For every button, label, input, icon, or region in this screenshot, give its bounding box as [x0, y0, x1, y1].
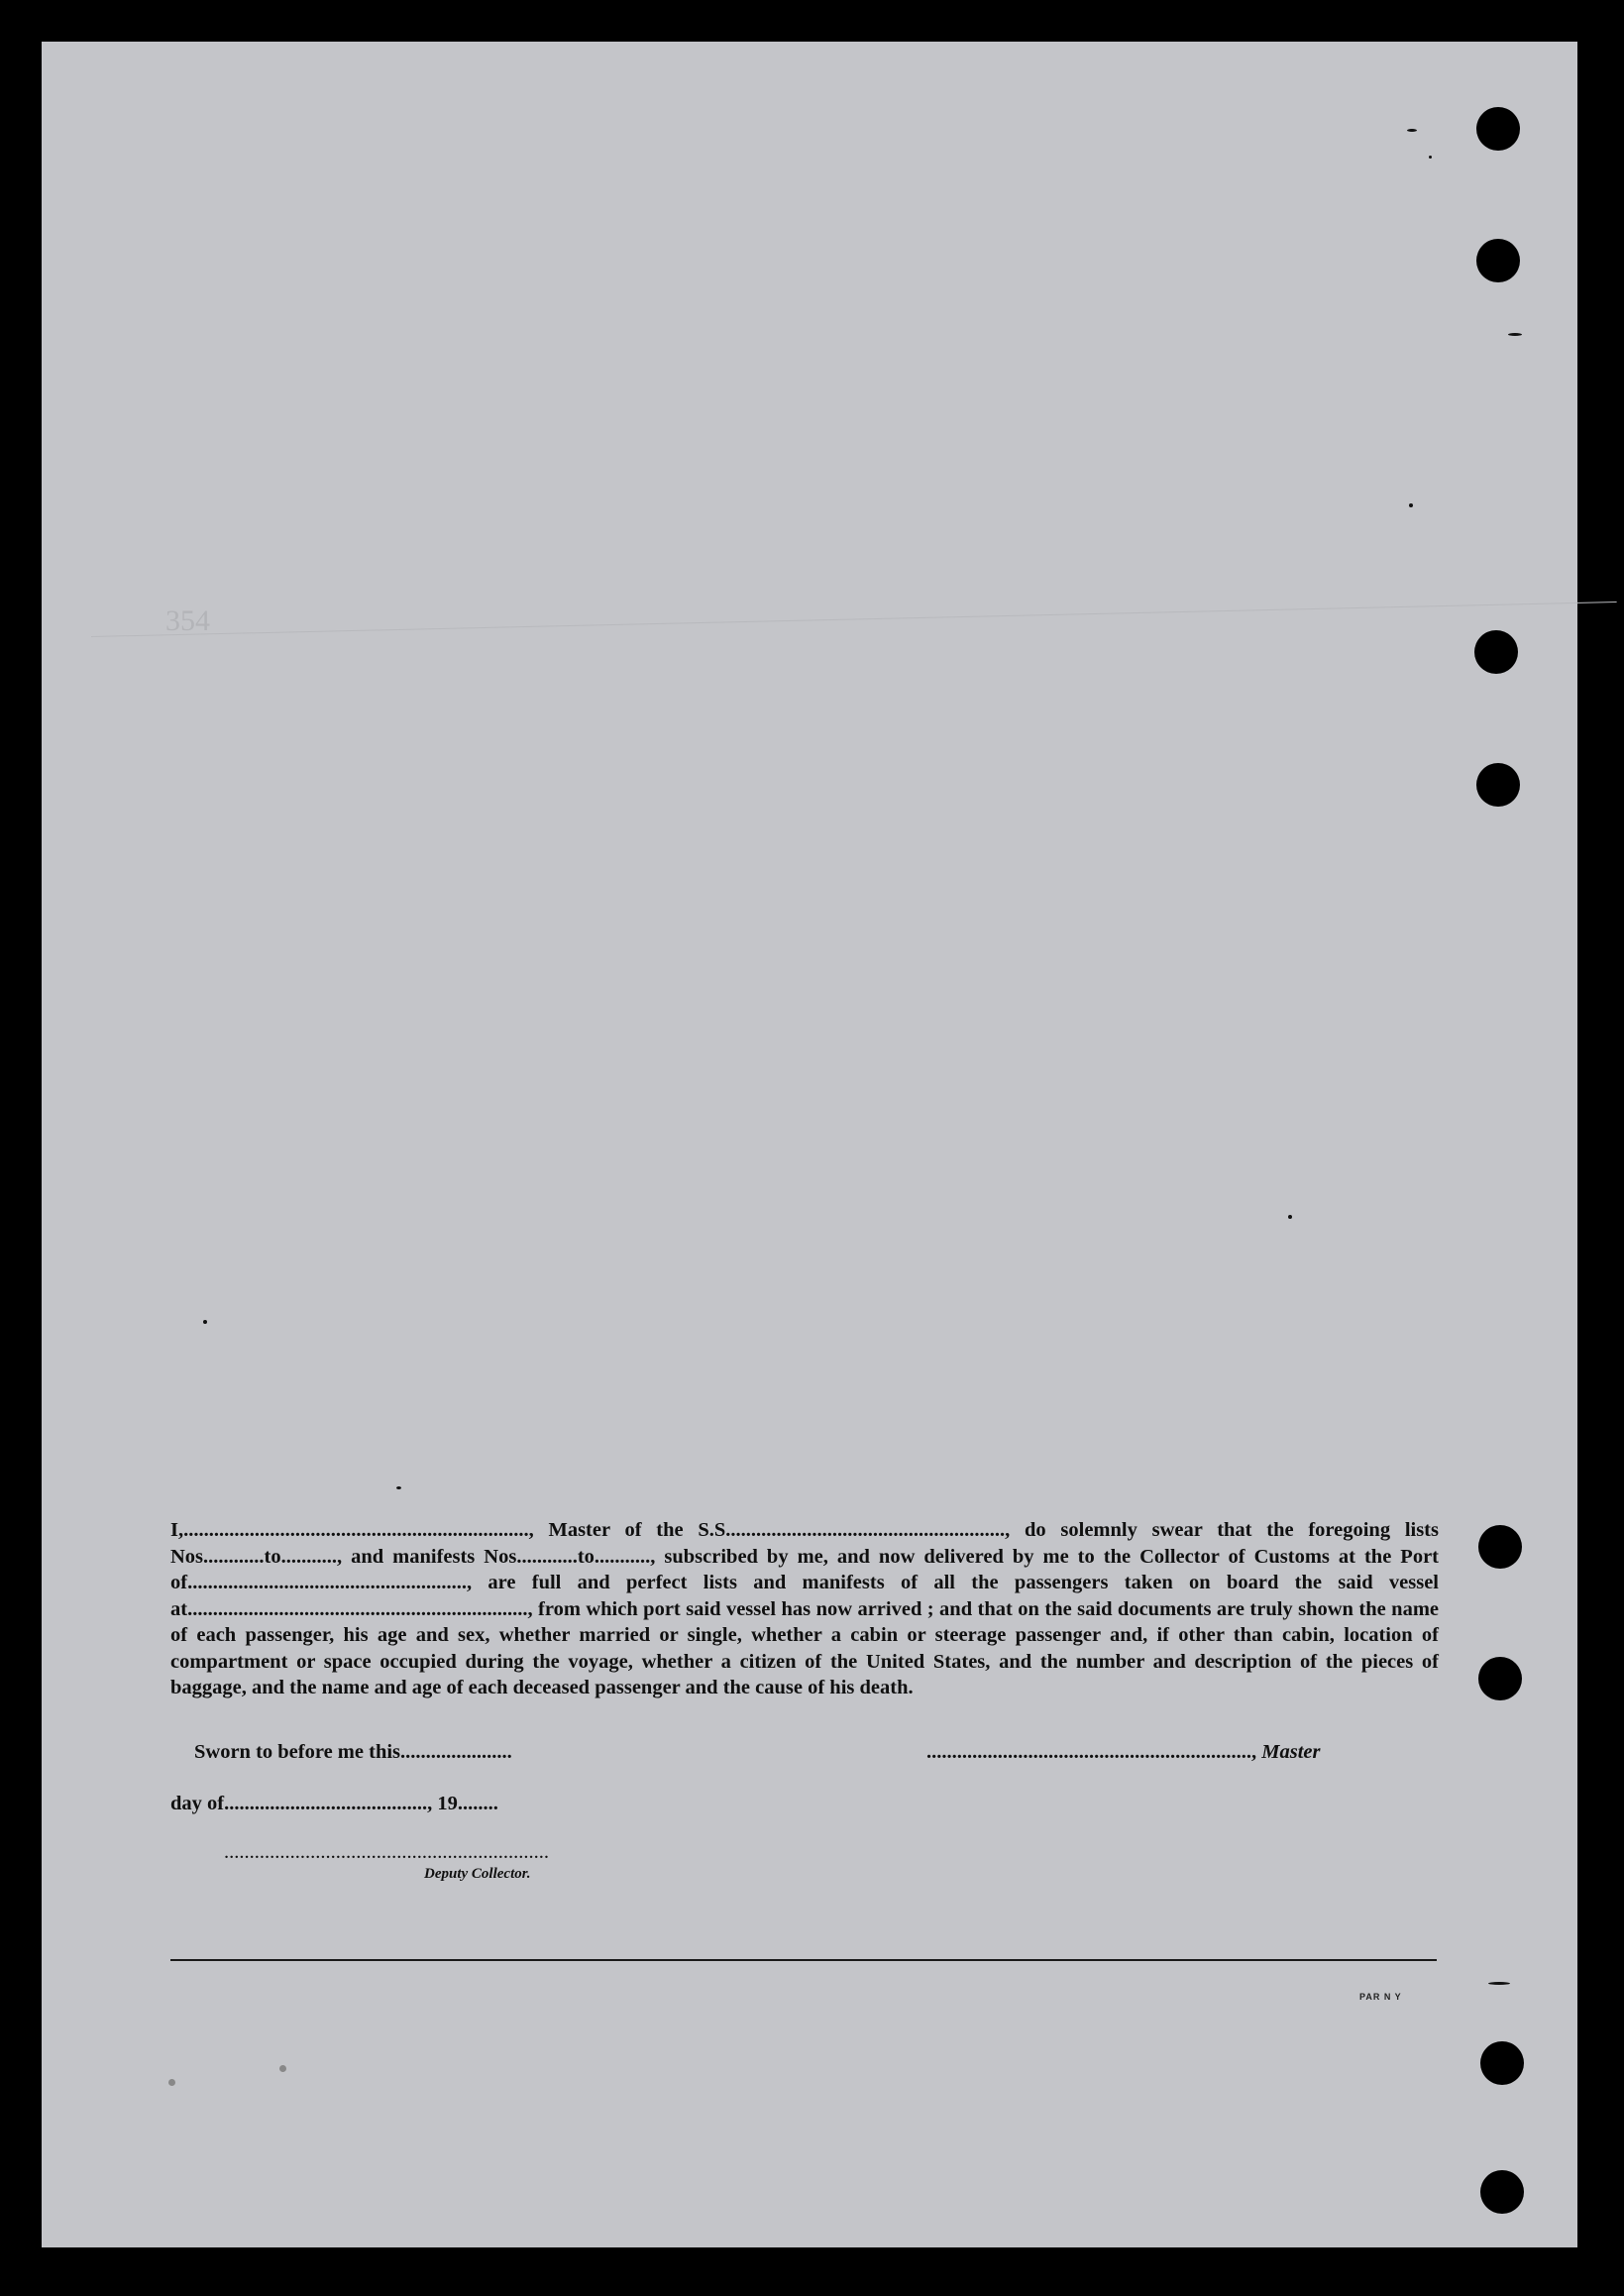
- binding-hole: [1480, 2041, 1524, 2085]
- sworn-line: Sworn to before me this......................: [194, 1741, 512, 1763]
- ink-speck: [1409, 503, 1413, 507]
- day-line: day of........................................, 19........: [170, 1793, 498, 1814]
- printer-imprint: PAR N Y: [1359, 1992, 1402, 2002]
- binding-hole: [1476, 239, 1520, 282]
- binding-hole: [1476, 763, 1520, 807]
- binding-hole: [1474, 630, 1518, 674]
- master-label: Master: [1261, 1741, 1321, 1763]
- deputy-collector-label: Deputy Collector.: [424, 1866, 531, 1882]
- ink-speck: [1429, 156, 1432, 159]
- binding-hole: [1478, 1657, 1522, 1700]
- bottom-rule: [170, 1959, 1437, 1961]
- binding-hole: [1478, 1525, 1522, 1569]
- ink-speck: [279, 2065, 286, 2072]
- ink-speck: [203, 1320, 207, 1324]
- master-oath-paragraph: I,...................................................................., Master of the S.S......................................................., do solemnly swear that the foregoing lists Nos............to..........., and manifests Nos............to..........., subscribed by me, and now delivered by me to the Collector of Customs at the Port of......................................................., are full and perfect lists and manifests of all the passengers taken on board the said vessel at..................................................................., from which port said vessel has now arrived ; and that on the said documents are truly shown the name of each passenger, his age and sex, whether married or single, whether a cabin or steerage passenger and, if other than cabin, location of compartment or space occupied during the voyage, whether a citizen of the United States, and the number and description of the pieces of baggage, and the name and age of each deceased passenger and the cause of his death.: [170, 1519, 1439, 1698]
- master-signature-dots: ................................................................,: [926, 1741, 1257, 1763]
- ink-speck: [1407, 129, 1417, 132]
- ink-speck: [396, 1486, 401, 1489]
- binding-hole: [1480, 2170, 1524, 2214]
- manifest-page: [42, 42, 1577, 2247]
- deputy-collector-dots: ................................................................: [224, 1841, 549, 1863]
- faint-page-number: 354: [165, 604, 210, 637]
- ink-speck: [168, 2079, 175, 2086]
- master-signature-line: [926, 1741, 1320, 1764]
- faint-ruled-line: [91, 601, 1617, 637]
- binding-hole: [1476, 107, 1520, 151]
- ink-speck: [1288, 1215, 1292, 1219]
- ink-speck: [1488, 1982, 1510, 1985]
- ink-speck: [1508, 333, 1522, 336]
